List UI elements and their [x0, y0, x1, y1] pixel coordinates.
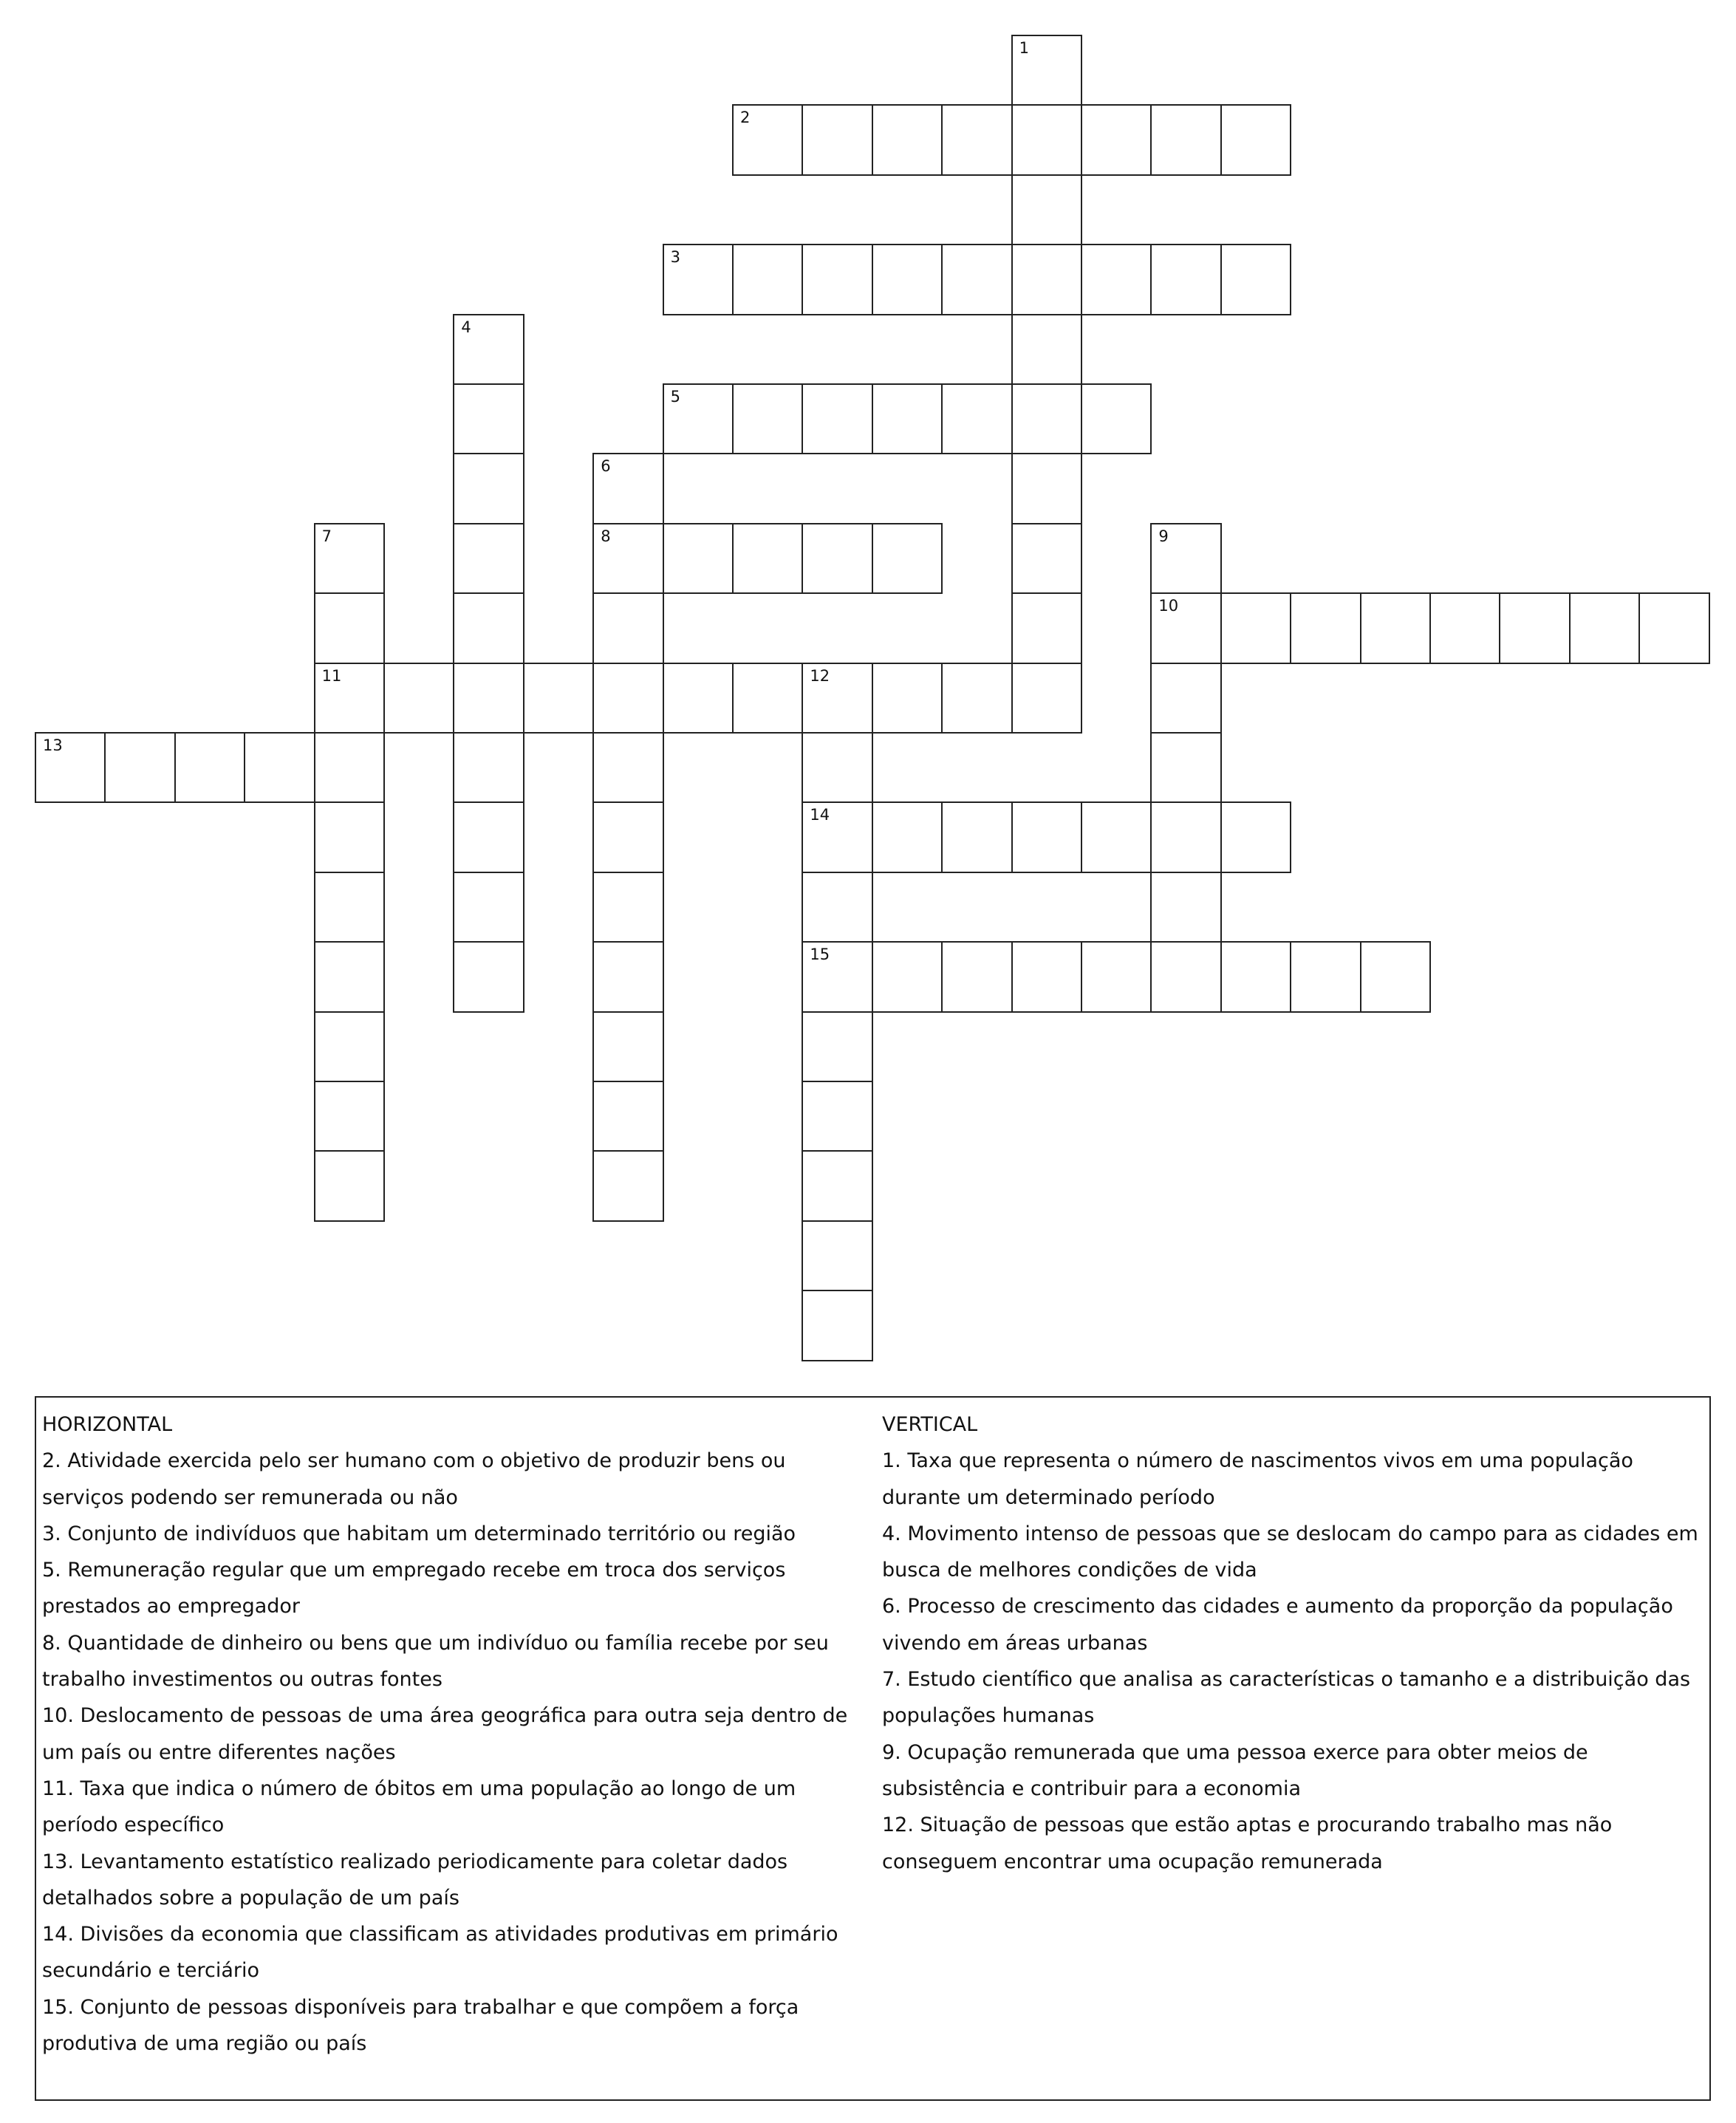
- horizontal-clues: [42, 1406, 869, 2062]
- grid-cell[interactable]: [1150, 523, 1221, 594]
- grid-cell[interactable]: [1011, 35, 1082, 106]
- grid-cell[interactable]: [802, 523, 872, 594]
- clue-number: 15: [810, 946, 830, 964]
- clue-number: 1: [1019, 39, 1029, 57]
- clue-number: 3: [670, 248, 680, 267]
- grid-cell[interactable]: [453, 314, 524, 385]
- grid-cell[interactable]: [453, 592, 524, 663]
- grid-cell[interactable]: [1150, 801, 1221, 872]
- grid-cell[interactable]: [663, 383, 734, 454]
- grid-cell[interactable]: [453, 732, 524, 803]
- grid-cell[interactable]: [314, 1150, 385, 1221]
- grid-cell[interactable]: [314, 592, 385, 663]
- clues-box: [35, 1396, 1711, 2101]
- grid-cell[interactable]: [592, 592, 663, 663]
- clue-across-3: 3. Conjunto de indivíduos que habitam um determinado território ou região: [42, 1522, 796, 1545]
- grid-cell[interactable]: [802, 104, 872, 175]
- grid-cell[interactable]: [802, 1150, 872, 1221]
- grid-cell[interactable]: [802, 663, 872, 734]
- grid-cell[interactable]: [314, 941, 385, 1012]
- grid-cell[interactable]: [592, 523, 663, 594]
- grid-cell[interactable]: [314, 523, 385, 594]
- grid-cell[interactable]: [802, 732, 872, 803]
- grid-cell[interactable]: [314, 663, 385, 734]
- grid-cell[interactable]: [1081, 941, 1152, 1012]
- grid-cell[interactable]: [663, 523, 734, 594]
- grid-cell[interactable]: [1011, 244, 1082, 315]
- grid-cell[interactable]: [592, 453, 663, 524]
- grid-cell[interactable]: [314, 801, 385, 872]
- grid-cell[interactable]: [104, 732, 175, 803]
- grid-cell[interactable]: [453, 801, 524, 872]
- grid-cell[interactable]: [1499, 592, 1570, 663]
- grid-cell[interactable]: [802, 941, 872, 1012]
- clue-across-13: 13. Levantamento estatístico realizado periodicamente para coletar dados detalhados sobre a população de um país: [42, 1850, 788, 1910]
- grid-cell[interactable]: [1011, 453, 1082, 524]
- grid-cell[interactable]: [941, 801, 1012, 872]
- grid-cell[interactable]: [941, 244, 1012, 315]
- grid-cell[interactable]: [453, 872, 524, 943]
- grid-cell[interactable]: [1011, 663, 1082, 734]
- grid-cell[interactable]: [802, 1220, 872, 1291]
- grid-cell[interactable]: [802, 1290, 872, 1361]
- grid-cell[interactable]: [1081, 104, 1152, 175]
- vertical-clues: [882, 1406, 1708, 1880]
- grid-cell[interactable]: [941, 663, 1012, 734]
- grid-cell[interactable]: [1220, 104, 1291, 175]
- grid-cell[interactable]: [732, 383, 803, 454]
- grid-cell[interactable]: [802, 383, 872, 454]
- grid-cell[interactable]: [1290, 941, 1361, 1012]
- grid-cell[interactable]: [872, 104, 943, 175]
- grid-cell[interactable]: [1011, 314, 1082, 385]
- clue-number: 9: [1158, 527, 1169, 545]
- grid-cell[interactable]: [1011, 801, 1082, 872]
- grid-cell[interactable]: [872, 801, 943, 872]
- grid-cell[interactable]: [592, 1150, 663, 1221]
- grid-cell[interactable]: [1081, 244, 1152, 315]
- grid-cell[interactable]: [1150, 732, 1221, 803]
- clue-across-2: 2. Atividade exercida pelo ser humano com o objetivo de produzir bens ou serviços podendo ser remunerada ou não: [42, 1449, 786, 1509]
- grid-cell[interactable]: [1360, 941, 1431, 1012]
- clue-across-15: 15. Conjunto de pessoas disponíveis para trabalhar e que compõem a força produtiva de uma região ou país: [42, 1995, 799, 2056]
- grid-cell[interactable]: [1011, 523, 1082, 594]
- grid-cell[interactable]: [314, 732, 385, 803]
- clue-down-1: 1. Taxa que representa o número de nascimentos vivos em uma população durante um determinado período: [882, 1449, 1633, 1509]
- grid-cell[interactable]: [663, 663, 734, 734]
- grid-cell[interactable]: [35, 732, 106, 803]
- grid-cell[interactable]: [314, 872, 385, 943]
- grid-cell[interactable]: [802, 1081, 872, 1152]
- grid-cell[interactable]: [1011, 104, 1082, 175]
- grid-cell[interactable]: [453, 941, 524, 1012]
- grid-cell[interactable]: [802, 244, 872, 315]
- grid-cell[interactable]: [1150, 244, 1221, 315]
- grid-cell[interactable]: [453, 663, 524, 734]
- grid-cell[interactable]: [802, 872, 872, 943]
- grid-cell[interactable]: [1150, 592, 1221, 663]
- grid-cell[interactable]: [802, 801, 872, 872]
- grid-cell[interactable]: [1011, 941, 1082, 1012]
- grid-cell[interactable]: [1360, 592, 1431, 663]
- clue-down-6: 6. Processo de crescimento das cidades e aumento da proporção da população vivendo em áreas urbanas: [882, 1595, 1673, 1655]
- grid-cell[interactable]: [383, 663, 454, 734]
- clue-number: 12: [810, 666, 830, 685]
- grid-cell[interactable]: [1638, 592, 1709, 663]
- grid-cell[interactable]: [592, 801, 663, 872]
- clue-number: 11: [321, 666, 342, 685]
- grid-cell[interactable]: [592, 872, 663, 943]
- grid-cell[interactable]: [732, 523, 803, 594]
- grid-cell[interactable]: [1150, 872, 1221, 943]
- clue-down-4: 4. Movimento intenso de pessoas que se deslocam do campo para as cidades em busca de melhores condições de vida: [882, 1522, 1698, 1582]
- grid-cell[interactable]: [1011, 383, 1082, 454]
- clue-number: 5: [670, 388, 680, 406]
- grid-cell[interactable]: [1220, 244, 1291, 315]
- grid-cell[interactable]: [1220, 801, 1291, 872]
- clue-down-12: 12. Situação de pessoas que estão aptas e procurando trabalho mas não conseguem encontrar uma ocupação remunerada: [882, 1813, 1613, 1873]
- grid-cell[interactable]: [872, 663, 943, 734]
- clue-across-11: 11. Taxa que indica o número de óbitos em uma população ao longo de um período específico: [42, 1777, 796, 1837]
- grid-cell[interactable]: [1150, 104, 1221, 175]
- grid-cell[interactable]: [941, 104, 1012, 175]
- grid-cell[interactable]: [1429, 592, 1500, 663]
- grid-cell[interactable]: [1011, 592, 1082, 663]
- grid-cell[interactable]: [732, 663, 803, 734]
- grid-cell[interactable]: [1081, 383, 1152, 454]
- grid-cell[interactable]: [592, 941, 663, 1012]
- grid-cell[interactable]: [453, 453, 524, 524]
- horizontal-heading: HORIZONTAL: [42, 1413, 173, 1436]
- clue-across-5: 5. Remuneração regular que um empregado recebe em troca dos serviços prestados ao empregador: [42, 1559, 786, 1618]
- grid-cell[interactable]: [872, 244, 943, 315]
- grid-cell[interactable]: [592, 663, 663, 734]
- clue-number: 8: [601, 527, 611, 545]
- grid-cell[interactable]: [1569, 592, 1640, 663]
- grid-cell[interactable]: [523, 663, 594, 734]
- clue-number: 13: [43, 736, 63, 754]
- grid-cell[interactable]: [732, 244, 803, 315]
- grid-cell[interactable]: [174, 732, 245, 803]
- grid-cell[interactable]: [872, 523, 943, 594]
- grid-cell[interactable]: [941, 383, 1012, 454]
- clue-down-7: 7. Estudo científico que analisa as características o tamanho e a distribuição das populações humanas: [882, 1668, 1691, 1728]
- clue-across-8: 8. Quantidade de dinheiro ou bens que um indivíduo ou família recebe por seu trabalho investimentos ou outras fontes: [42, 1631, 829, 1692]
- grid-cell[interactable]: [802, 1011, 872, 1082]
- grid-cell[interactable]: [1011, 174, 1082, 245]
- clue-down-9: 9. Ocupação remunerada que uma pessoa exerce para obter meios de subsistência e contribuir para a economia: [882, 1740, 1588, 1800]
- grid-cell[interactable]: [453, 523, 524, 594]
- grid-cell[interactable]: [592, 1081, 663, 1152]
- grid-cell[interactable]: [872, 941, 943, 1012]
- grid-cell[interactable]: [592, 732, 663, 803]
- clue-number: 6: [601, 457, 611, 476]
- grid-cell[interactable]: [244, 732, 315, 803]
- grid-cell[interactable]: [314, 1011, 385, 1082]
- grid-cell[interactable]: [872, 383, 943, 454]
- grid-cell[interactable]: [663, 244, 734, 315]
- grid-cell[interactable]: [1290, 592, 1361, 663]
- grid-cell[interactable]: [1220, 592, 1291, 663]
- clue-number: 14: [810, 806, 830, 824]
- grid-cell[interactable]: [1081, 801, 1152, 872]
- clue-across-14: 14. Divisões da economia que classificam as atividades produtivas em primário secundário e terciário: [42, 1923, 838, 1983]
- grid-cell[interactable]: [314, 1081, 385, 1152]
- grid-cell[interactable]: [453, 383, 524, 454]
- clue-number: 4: [461, 318, 471, 336]
- grid-cell[interactable]: [941, 941, 1012, 1012]
- grid-cell[interactable]: [1150, 941, 1221, 1012]
- clue-number: 7: [321, 527, 332, 545]
- grid-cell[interactable]: [1220, 941, 1291, 1012]
- grid-cell[interactable]: [592, 1011, 663, 1082]
- clue-number: 2: [740, 109, 751, 127]
- clue-across-10: 10. Deslocamento de pessoas de uma área geográfica para outra seja dentro de um país ou entre diferentes nações: [42, 1704, 848, 1764]
- clue-number: 10: [1158, 597, 1179, 615]
- vertical-heading: VERTICAL: [882, 1413, 978, 1436]
- grid-cell[interactable]: [1150, 663, 1221, 734]
- grid-cell[interactable]: [732, 104, 803, 175]
